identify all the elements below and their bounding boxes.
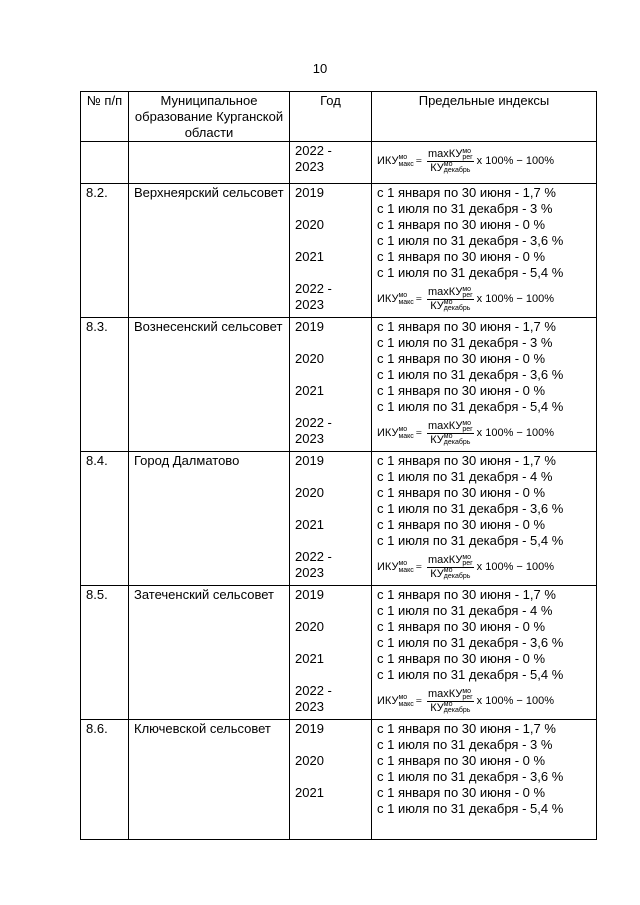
formula-tail: x 100% − 100%	[476, 155, 555, 167]
formula-part: КУ	[430, 567, 444, 580]
year-label: 2022 - 2023	[295, 683, 332, 714]
header-num: № п/п	[81, 92, 129, 142]
formula-part: maxКУ	[428, 420, 463, 433]
header-indices: Предельные индексы	[372, 92, 597, 142]
formula-numerator	[427, 554, 474, 567]
cell-municipality: Затеченский сельсовет	[129, 586, 290, 720]
formula-part: maxКУ	[428, 148, 463, 161]
year-label: 2022 - 2023	[295, 143, 332, 174]
formula-tail: x 100% − 100%	[476, 293, 555, 305]
cell-indices	[372, 184, 597, 318]
formula-part: maxКУ	[428, 286, 463, 299]
table-row	[81, 318, 597, 452]
cell-municipality: Город Далматово	[129, 452, 290, 586]
formula-part: КУ	[430, 299, 444, 312]
formula-equals: =	[415, 561, 423, 573]
formula-part: мо	[462, 285, 472, 293]
formula-part: ИКУ	[377, 561, 399, 573]
formula	[377, 148, 554, 173]
index-line: с 1 января по 30 июня - 0 %	[377, 249, 546, 264]
formula-part: рег	[462, 425, 473, 433]
year-label: 2022 - 2023	[295, 549, 332, 580]
formula-equals: =	[415, 695, 423, 707]
formula-part: мо	[443, 566, 453, 574]
index-line: с 1 января по 30 июня - 0 %	[377, 517, 546, 532]
table-row-continuation	[81, 142, 597, 184]
index-line: с 1 июля по 31 декабря - 5,4 %	[377, 265, 564, 280]
year-label: 2021	[295, 517, 324, 532]
formula-fraction	[427, 554, 474, 579]
formula-part: макс	[398, 299, 414, 307]
formula-denominator	[430, 434, 470, 446]
cell-num: 8.4.	[81, 452, 129, 586]
cell-num: 8.6.	[81, 720, 129, 840]
formula-numerator	[427, 420, 474, 433]
formula-fraction	[427, 286, 474, 311]
header-municipality: Муниципальное образование Курганской области	[129, 92, 290, 142]
formula-denominator	[430, 300, 470, 312]
formula-part: декабрь	[443, 438, 471, 446]
index-line: с 1 января по 30 июня - 0 %	[377, 785, 546, 800]
cell-indices	[372, 452, 597, 586]
formula-part: мо	[398, 292, 408, 300]
index-line: с 1 января по 30 июня - 0 %	[377, 351, 546, 366]
cell-year	[290, 184, 372, 318]
cell-num	[81, 142, 129, 184]
formula-tail: x 100% − 100%	[476, 561, 555, 573]
formula-part: макс	[398, 701, 414, 709]
formula-part: мо	[398, 694, 408, 702]
year-label: 2019	[295, 721, 324, 736]
cell-indices	[372, 142, 597, 184]
index-line: с 1 января по 30 июня - 1,7 %	[377, 453, 556, 468]
cell-year	[290, 586, 372, 720]
formula-equals: =	[415, 293, 423, 305]
formula-slot	[377, 143, 591, 179]
year-label: 2021	[295, 249, 324, 264]
formula-part: maxКУ	[428, 688, 463, 701]
formula	[377, 420, 554, 445]
formula-part: ИКУ	[377, 695, 399, 707]
index-line: с 1 июля по 31 декабря - 3,6 %	[377, 367, 564, 382]
formula-fraction	[427, 148, 474, 173]
index-line: с 1 января по 30 июня - 0 %	[377, 651, 546, 666]
table-row	[81, 720, 597, 840]
year-label: 2020	[295, 753, 324, 768]
indices-table	[80, 91, 597, 840]
year-label: 2020	[295, 351, 324, 366]
index-line: с 1 января по 30 июня - 1,7 %	[377, 185, 556, 200]
cell-municipality: Верхнеярский сельсовет	[129, 184, 290, 318]
formula-tail: x 100% − 100%	[476, 695, 555, 707]
formula-part: мо	[462, 687, 472, 695]
formula-part: мо	[443, 700, 453, 708]
formula-tail: x 100% − 100%	[476, 427, 555, 439]
year-label: 2022 - 2023	[295, 415, 332, 446]
cell-municipality	[129, 142, 290, 184]
index-line: с 1 июля по 31 декабря - 3 %	[377, 737, 553, 752]
formula	[377, 286, 554, 311]
year-label: 2019	[295, 453, 324, 468]
index-line: с 1 июля по 31 декабря - 3,6 %	[377, 501, 564, 516]
year-label: 2020	[295, 619, 324, 634]
index-line: с 1 января по 30 июня - 0 %	[377, 485, 546, 500]
formula-part: мо	[462, 147, 472, 155]
cell-indices	[372, 318, 597, 452]
formula-part: декабрь	[443, 706, 471, 714]
formula-part: декабрь	[443, 166, 471, 174]
index-line: с 1 января по 30 июня - 0 %	[377, 753, 546, 768]
index-line: с 1 января по 30 июня - 1,7 %	[377, 319, 556, 334]
formula-slot	[377, 281, 591, 317]
formula-slot	[377, 683, 591, 719]
year-label: 2019	[295, 587, 324, 602]
formula-lhs	[377, 425, 414, 441]
formula-part: декабрь	[443, 572, 471, 580]
formula-part: мо	[443, 432, 453, 440]
table-header-row	[81, 92, 597, 142]
index-line: с 1 июля по 31 декабря - 4 %	[377, 469, 553, 484]
formula-numerator	[427, 286, 474, 299]
formula-part: мо	[443, 160, 453, 168]
cell-num: 8.3.	[81, 318, 129, 452]
formula	[377, 688, 554, 713]
formula-denominator	[430, 162, 470, 174]
formula-lhs	[377, 153, 414, 169]
cell-num: 8.5.	[81, 586, 129, 720]
table-row	[81, 452, 597, 586]
formula-numerator	[427, 148, 474, 161]
index-line: с 1 июля по 31 декабря - 5,4 %	[377, 399, 564, 414]
cell-municipality: Вознесенский сельсовет	[129, 318, 290, 452]
formula-lhs	[377, 693, 414, 709]
cell-municipality: Ключевской сельсовет	[129, 720, 290, 840]
index-line: с 1 июля по 31 декабря - 5,4 %	[377, 667, 564, 682]
formula-lhs	[377, 291, 414, 307]
year-label: 2021	[295, 785, 324, 800]
cell-year	[290, 142, 372, 184]
formula-numerator	[427, 688, 474, 701]
formula-part: рег	[462, 693, 473, 701]
index-line: с 1 июля по 31 декабря - 3,6 %	[377, 233, 564, 248]
formula-part: КУ	[430, 161, 444, 174]
index-line: с 1 января по 30 июня - 1,7 %	[377, 587, 556, 602]
cell-year	[290, 452, 372, 586]
formula-lhs	[377, 559, 414, 575]
formula-part: мо	[398, 426, 408, 434]
index-line: с 1 июля по 31 декабря - 5,4 %	[377, 533, 564, 548]
formula-fraction	[427, 688, 474, 713]
formula-equals: =	[415, 155, 423, 167]
table-row	[81, 586, 597, 720]
index-line: с 1 июля по 31 декабря - 3,6 %	[377, 769, 564, 784]
index-line: с 1 июля по 31 декабря - 5,4 %	[377, 801, 564, 816]
index-line: с 1 июля по 31 декабря - 3 %	[377, 201, 553, 216]
formula-fraction	[427, 420, 474, 445]
formula-part: maxКУ	[428, 554, 463, 567]
formula-part: мо	[398, 560, 408, 568]
formula-part: рег	[462, 291, 473, 299]
formula-equals: =	[415, 427, 423, 439]
year-label: 2019	[295, 185, 324, 200]
page-number: 10	[312, 61, 328, 76]
formula-part: мо	[398, 154, 408, 162]
formula-part: мо	[443, 298, 453, 306]
index-line: с 1 января по 30 июня - 1,7 %	[377, 721, 556, 736]
formula-slot	[377, 415, 591, 451]
year-label: 2020	[295, 485, 324, 500]
cell-year	[290, 720, 372, 840]
index-line: с 1 июля по 31 декабря - 3,6 %	[377, 635, 564, 650]
formula-denominator	[430, 568, 470, 580]
index-line: с 1 января по 30 июня - 0 %	[377, 619, 546, 634]
formula-part: мо	[462, 419, 472, 427]
formula-part: макс	[398, 567, 414, 575]
formula-part: КУ	[430, 433, 444, 446]
formula-slot	[377, 549, 591, 585]
formula-denominator	[430, 702, 470, 714]
header-year: Год	[290, 92, 372, 142]
formula-part: ИКУ	[377, 427, 399, 439]
index-line: с 1 июля по 31 декабря - 3 %	[377, 335, 553, 350]
formula-part: рег	[462, 153, 473, 161]
formula-part: ИКУ	[377, 155, 399, 167]
formula-part: макс	[398, 161, 414, 169]
cell-indices	[372, 720, 597, 840]
formula-part: мо	[462, 553, 472, 561]
cell-num: 8.2.	[81, 184, 129, 318]
year-label: 2022 - 2023	[295, 281, 332, 312]
index-line: с 1 января по 30 июня - 0 %	[377, 217, 546, 232]
formula-part: рег	[462, 559, 473, 567]
formula	[377, 554, 554, 579]
table-row	[81, 184, 597, 318]
year-label: 2021	[295, 651, 324, 666]
formula-part: декабрь	[443, 304, 471, 312]
year-label: 2019	[295, 319, 324, 334]
formula-part: макс	[398, 433, 414, 441]
index-line: с 1 января по 30 июня - 0 %	[377, 383, 546, 398]
year-label: 2020	[295, 217, 324, 232]
formula-part: КУ	[430, 701, 444, 714]
formula-part: ИКУ	[377, 293, 399, 305]
cell-year	[290, 318, 372, 452]
year-label: 2021	[295, 383, 324, 398]
index-line: с 1 июля по 31 декабря - 4 %	[377, 603, 553, 618]
cell-indices	[372, 586, 597, 720]
